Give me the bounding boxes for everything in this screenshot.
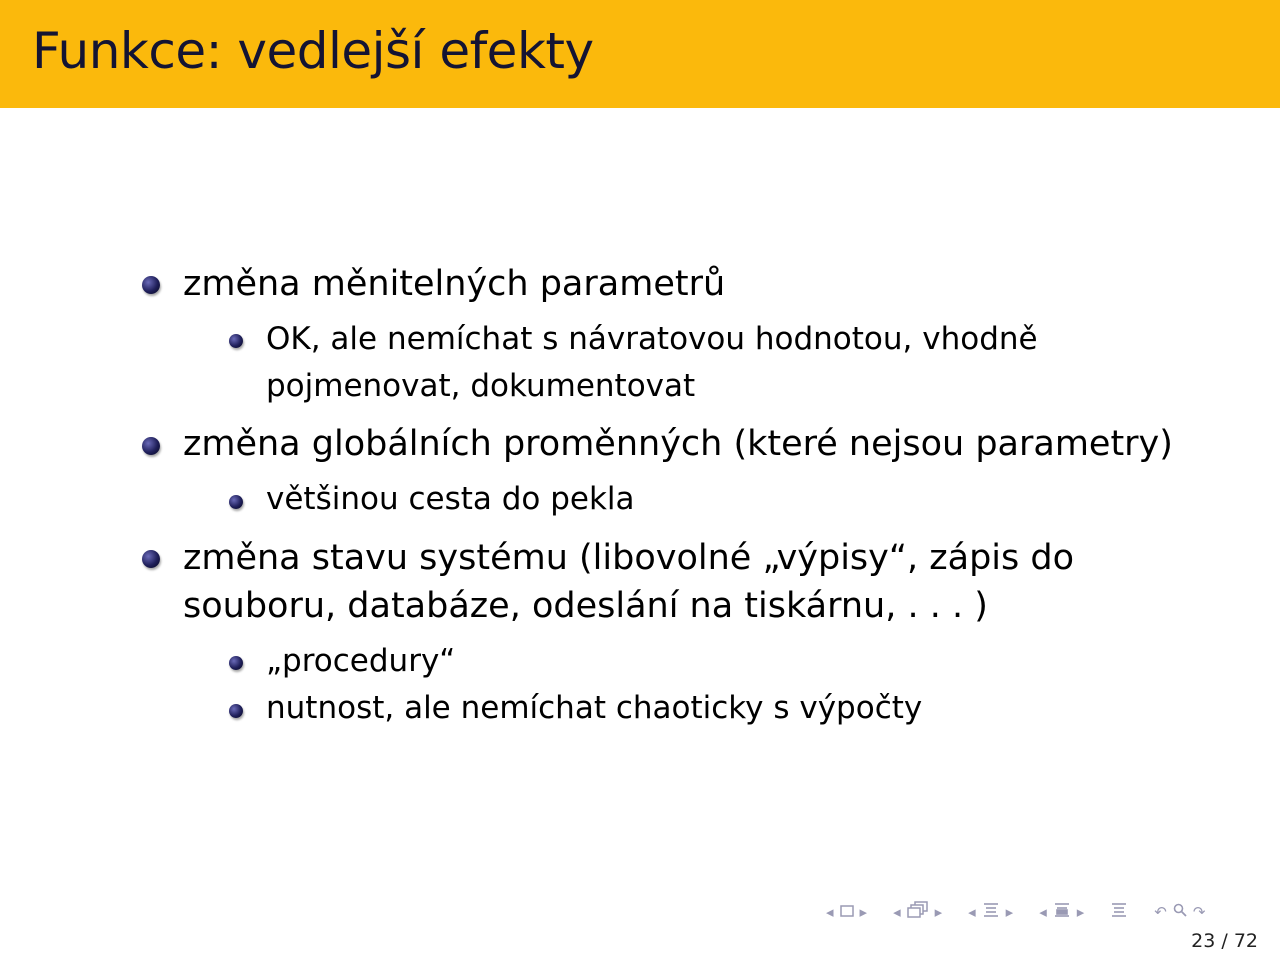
sub-bullet-icon bbox=[229, 495, 243, 509]
list-item: změna měnitelných parametrů bbox=[183, 264, 726, 304]
sub-list-item: „procedury“ bbox=[266, 643, 456, 679]
bullet-icon bbox=[142, 437, 160, 455]
bullet-icon bbox=[142, 276, 160, 294]
section-icon[interactable] bbox=[982, 902, 1000, 922]
navigation-bar bbox=[826, 900, 1205, 924]
frame-icon[interactable] bbox=[840, 903, 854, 921]
arrow-left-icon[interactable]: ◂ bbox=[968, 903, 976, 921]
arrow-right-icon[interactable]: ▸ bbox=[859, 903, 868, 921]
align-icon[interactable] bbox=[1110, 902, 1128, 922]
doc-icon[interactable] bbox=[1053, 902, 1071, 922]
redo-icon[interactable]: ↷ bbox=[1192, 903, 1206, 921]
list-item-cont: souboru, databáze, odeslání na tiskárnu, . . . ) bbox=[183, 586, 988, 626]
slide-title: Funkce: vedlejší efekty bbox=[32, 22, 594, 80]
page-number: 23 / 72 bbox=[1191, 930, 1258, 952]
sub-list-item: nutnost, ale nemíchat chaoticky s výpočty bbox=[266, 690, 923, 726]
sub-bullet-icon bbox=[229, 656, 243, 670]
arrow-right-icon[interactable]: ▸ bbox=[1005, 903, 1014, 921]
subsection-icon[interactable] bbox=[907, 901, 929, 923]
sub-list-item: většinou cesta do pekla bbox=[266, 481, 635, 517]
sub-list-item: OK, ale nemíchat s návratovou hodnotou, vhodně bbox=[266, 321, 1038, 357]
arrow-right-icon[interactable]: ▸ bbox=[934, 903, 943, 921]
search-icon[interactable] bbox=[1173, 903, 1187, 921]
arrow-left-icon[interactable]: ◂ bbox=[893, 903, 901, 921]
undo-icon[interactable]: ↶ bbox=[1154, 903, 1167, 921]
arrow-right-icon[interactable]: ▸ bbox=[1076, 903, 1085, 921]
title-bar bbox=[0, 0, 1280, 108]
sub-bullet-icon bbox=[229, 704, 243, 718]
arrow-left-icon[interactable]: ◂ bbox=[826, 903, 834, 921]
arrow-left-icon[interactable]: ◂ bbox=[1039, 903, 1047, 921]
sub-list-item-cont: pojmenovat, dokumentovat bbox=[266, 368, 696, 404]
list-item: změna globálních proměnných (které nejsou parametry) bbox=[183, 424, 1173, 464]
sub-bullet-icon bbox=[229, 334, 243, 348]
bullet-icon bbox=[142, 550, 160, 568]
list-item: změna stavu systému (libovolné „výpisy“, zápis do bbox=[183, 538, 1075, 578]
